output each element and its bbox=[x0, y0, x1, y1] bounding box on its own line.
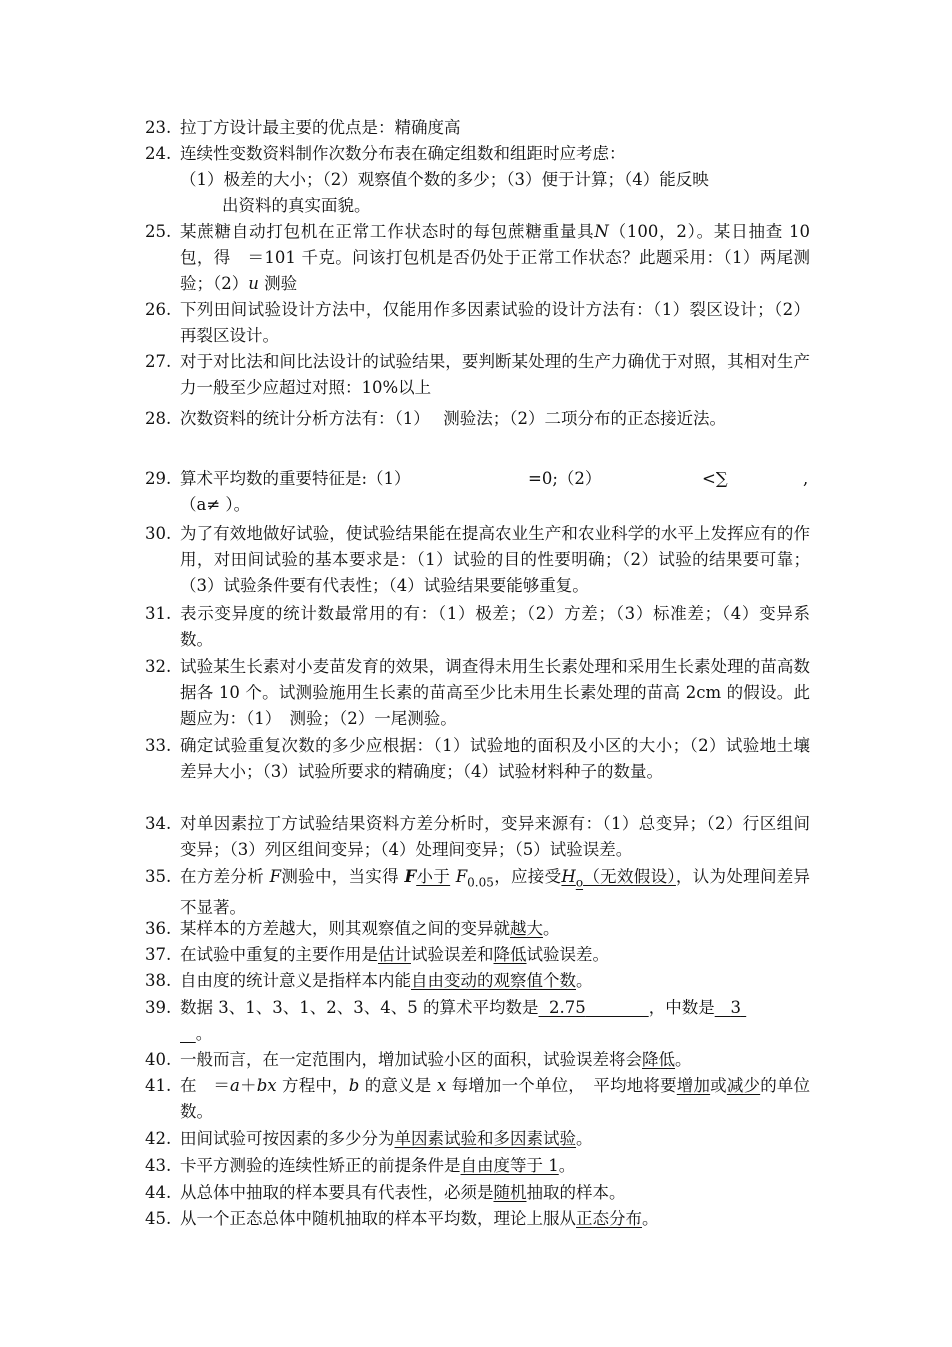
answer: 估计 bbox=[378, 945, 411, 964]
question-29: 29. 算术平均数的重要特征是:（1） =0;（2） <∑ , （a≠ ）。 bbox=[145, 466, 810, 518]
question-23: 23. 拉丁方设计最主要的优点是：精确度高 bbox=[145, 115, 810, 141]
answer: 正态分布 bbox=[576, 1209, 642, 1228]
question-text: 表示变异度的统计数最常用的有：（1）极差；（2）方差；（3）标准差；（4）变异系数。 bbox=[180, 604, 810, 649]
answer: 3 bbox=[730, 998, 741, 1017]
question-25: 25. 某蔗糖自动打包机在正常工作状态时的每包蔗糖重量具N（100，2）。某日抽查 10 包，得 ＝101 千克。问该打包机是否仍处于正常工作状态？此题采用：（1）两尾测验；（2）u 测验 bbox=[145, 219, 810, 297]
question-30: 30. 为了有效地做好试验，使试验结果能在提高农业生产和农业科学的水平上发挥应有的作用，对田间试验的基本要求是：（1）试验的目的性要明确；（2）试验的结果要可靠；（3）试验条件要有代表性；（4）试验结果要能够重复。 bbox=[145, 521, 810, 599]
answer: 越大 bbox=[510, 919, 543, 938]
question-45: 45. 从一个正态总体中随机抽取的样本平均数，理论上服从正态分布。 bbox=[145, 1206, 810, 1232]
question-34: 34. 对单因素拉丁方试验结果资料方差分析时，变异来源有：（1）总变异；（2）行区组间变异；（3）列区组间变异；（4）处理间变异；（5）试验误差。 bbox=[145, 811, 810, 863]
question-subtext: （1）极差的大小；（2）观察值个数的多少；（3）便于计算；（4）能反映 出资料的真实面貌。 bbox=[180, 170, 709, 215]
question-39: 39. 数据 3、1、3、1、2、3、4、5 的算术平均数是 2.75 ，中数是 3 。 bbox=[145, 995, 810, 1047]
question-text: 确定试验重复次数的多少应根据：（1）试验地的面积及小区的大小；（2）试验地土壤差异大小；（3）试验所要求的精确度；（4）试验材料种子的数量。 bbox=[180, 736, 810, 781]
question-27: 27. 对于对比法和间比法设计的试验结果，要判断某处理的生产力确优于对照，其相对生产力一般至少应超过对照：10%以上 bbox=[145, 349, 810, 401]
question-text: 在试验中重复的主要作用是估计试验误差和降低试验误差。 bbox=[180, 945, 609, 964]
question-text: 连续性变数资料制作次数分布表在确定组数和组距时应考虑： bbox=[180, 144, 626, 163]
question-41: 41. 在 ＝a＋bx 方程中，b 的意义是 x 每增加一个单位， 平均地将要增加或减少的单位数。 bbox=[145, 1073, 810, 1125]
question-text: 为了有效地做好试验，使试验结果能在提高农业生产和农业科学的水平上发挥应有的作用，对田间试验的基本要求是：（1）试验的目的性要明确；（2）试验的结果要可靠；（3）试验条件要有代表性；（4）试验结果要能够重复。 bbox=[180, 524, 810, 595]
question-32: 32. 试验某生长素对小麦苗发育的效果，调查得未用生长素处理和采用生长素处理的苗高数据各 10 个。试测验施用生长素的苗高至少比未用生长素处理的苗高 2cm 的假设。此题应为：（1） 测验；（2）一尾测验。 bbox=[145, 654, 810, 732]
question-42: 42. 田间试验可按因素的多少分为单因素试验和多因素试验。 bbox=[145, 1126, 810, 1152]
answer: 降低 bbox=[493, 945, 527, 964]
question-text: 从一个正态总体中随机抽取的样本平均数，理论上服从正态分布。 bbox=[180, 1209, 659, 1228]
question-text: 拉丁方设计最主要的优点是：精确度高 bbox=[180, 118, 461, 137]
answer: 降低 bbox=[642, 1050, 675, 1069]
question-28: 28. 次数资料的统计分析方法有：（1） 测验法；（2）二项分布的正态接近法。 bbox=[145, 406, 810, 432]
question-text: 一般而言，在一定范围内，增加试验小区的面积，试验误差将会降低。 bbox=[180, 1050, 692, 1069]
question-text: 从总体中抽取的样本要具有代表性，必须是随机抽取的样本。 bbox=[180, 1183, 626, 1202]
answer: 单因素试验和多因素试验 bbox=[394, 1129, 576, 1148]
question-text: 算术平均数的重要特征是:（1） =0;（2） <∑ , （a≠ ）。 bbox=[180, 469, 809, 514]
question-37: 37. 在试验中重复的主要作用是估计试验误差和降低试验误差。 bbox=[145, 942, 810, 968]
question-text: 下列田间试验设计方法中，仅能用作多因素试验的设计方法有：（1）裂区设计；（2）再裂区设计。 bbox=[180, 300, 810, 345]
question-35: 35. 在方差分析 F测验中，当实得 F小于 $F_{0.05}$，应接受$H_o$（无效假设），认为处理间差异不显著。 bbox=[145, 864, 810, 921]
question-36: 36. 某样本的方差越大，则其观察值之间的变异就越大。 bbox=[145, 916, 810, 942]
question-text: 次数资料的统计分析方法有：（1） 测验法；（2）二项分布的正态接近法。 bbox=[180, 409, 726, 428]
question-text: 在 ＝a＋bx 方程中，b 的意义是 x 每增加一个单位， 平均地将要增加或减少的单位数。 bbox=[180, 1076, 811, 1121]
answer: 自由变动的观察值个数 bbox=[411, 971, 576, 990]
question-text: 自由度的统计意义是指样本内能自由变动的观察值个数。 bbox=[180, 971, 593, 990]
question-text: 田间试验可按因素的多少分为单因素试验和多因素试验。 bbox=[180, 1129, 593, 1148]
question-text: 在方差分析 F测验中，当实得 F小于 $F_{0.05}$，应接受$H_o$（无效假设），认为处理间差异不显著。 bbox=[180, 867, 811, 918]
answer: 减少 bbox=[726, 1076, 761, 1095]
question-text: 数据 3、1、3、1、2、3、4、5 的算术平均数是 2.75 ，中数是 3 。 bbox=[180, 995, 810, 1047]
question-31: 31. 表示变异度的统计数最常用的有：（1）极差；（2）方差；（3）标准差；（4）变异系数。 bbox=[145, 601, 810, 653]
question-26: 26. 下列田间试验设计方法中，仅能用作多因素试验的设计方法有：（1）裂区设计；（2）再裂区设计。 bbox=[145, 297, 810, 349]
question-text: 试验某生长素对小麦苗发育的效果，调查得未用生长素处理和采用生长素处理的苗高数据各 10 个。试测验施用生长素的苗高至少比未用生长素处理的苗高 2cm 的假设。此题应为：（1） 测验；（2）一尾测验。 bbox=[180, 657, 810, 728]
question-text: 对单因素拉丁方试验结果资料方差分析时，变异来源有：（1）总变异；（2）行区组间变异；（3）列区组间变异；（4）处理间变异；（5）试验误差。 bbox=[180, 814, 810, 859]
question-44: 44. 从总体中抽取的样本要具有代表性，必须是随机抽取的样本。 bbox=[145, 1180, 810, 1206]
answer: 2.75 bbox=[548, 998, 586, 1017]
question-40: 40. 一般而言，在一定范围内，增加试验小区的面积，试验误差将会降低。 bbox=[145, 1047, 810, 1073]
answer: 自由度等于 1 bbox=[460, 1156, 559, 1175]
question-38: 38. 自由度的统计意义是指样本内能自由变动的观察值个数。 bbox=[145, 968, 810, 994]
question-text: 卡平方测验的连续性矫正的前提条件是自由度等于 1。 bbox=[180, 1156, 576, 1175]
question-text: 某蔗糖自动打包机在正常工作状态时的每包蔗糖重量具N（100，2）。某日抽查 10 包，得 ＝101 千克。问该打包机是否仍处于正常工作状态？此题采用：（1）两尾测验；（2）u 测验 bbox=[180, 222, 811, 293]
question-33: 33. 确定试验重复次数的多少应根据：（1）试验地的面积及小区的大小；（2）试验地土壤差异大小；（3）试验所要求的精确度；（4）试验材料种子的数量。 bbox=[145, 733, 810, 785]
question-43: 43. 卡平方测验的连续性矫正的前提条件是自由度等于 1。 bbox=[145, 1153, 810, 1179]
answer: 增加 bbox=[676, 1076, 711, 1095]
question-text: 对于对比法和间比法设计的试验结果，要判断某处理的生产力确优于对照，其相对生产力一般至少应超过对照：10%以上 bbox=[180, 352, 810, 397]
question-24: 24. 连续性变数资料制作次数分布表在确定组数和组距时应考虑： （1）极差的大小；（2）观察值个数的多少；（3）便于计算；（4）能反映 出资料的真实面貌。 bbox=[145, 141, 810, 219]
question-text: 某样本的方差越大，则其观察值之间的变异就越大。 bbox=[180, 919, 560, 938]
answer: 随机 bbox=[493, 1183, 527, 1202]
